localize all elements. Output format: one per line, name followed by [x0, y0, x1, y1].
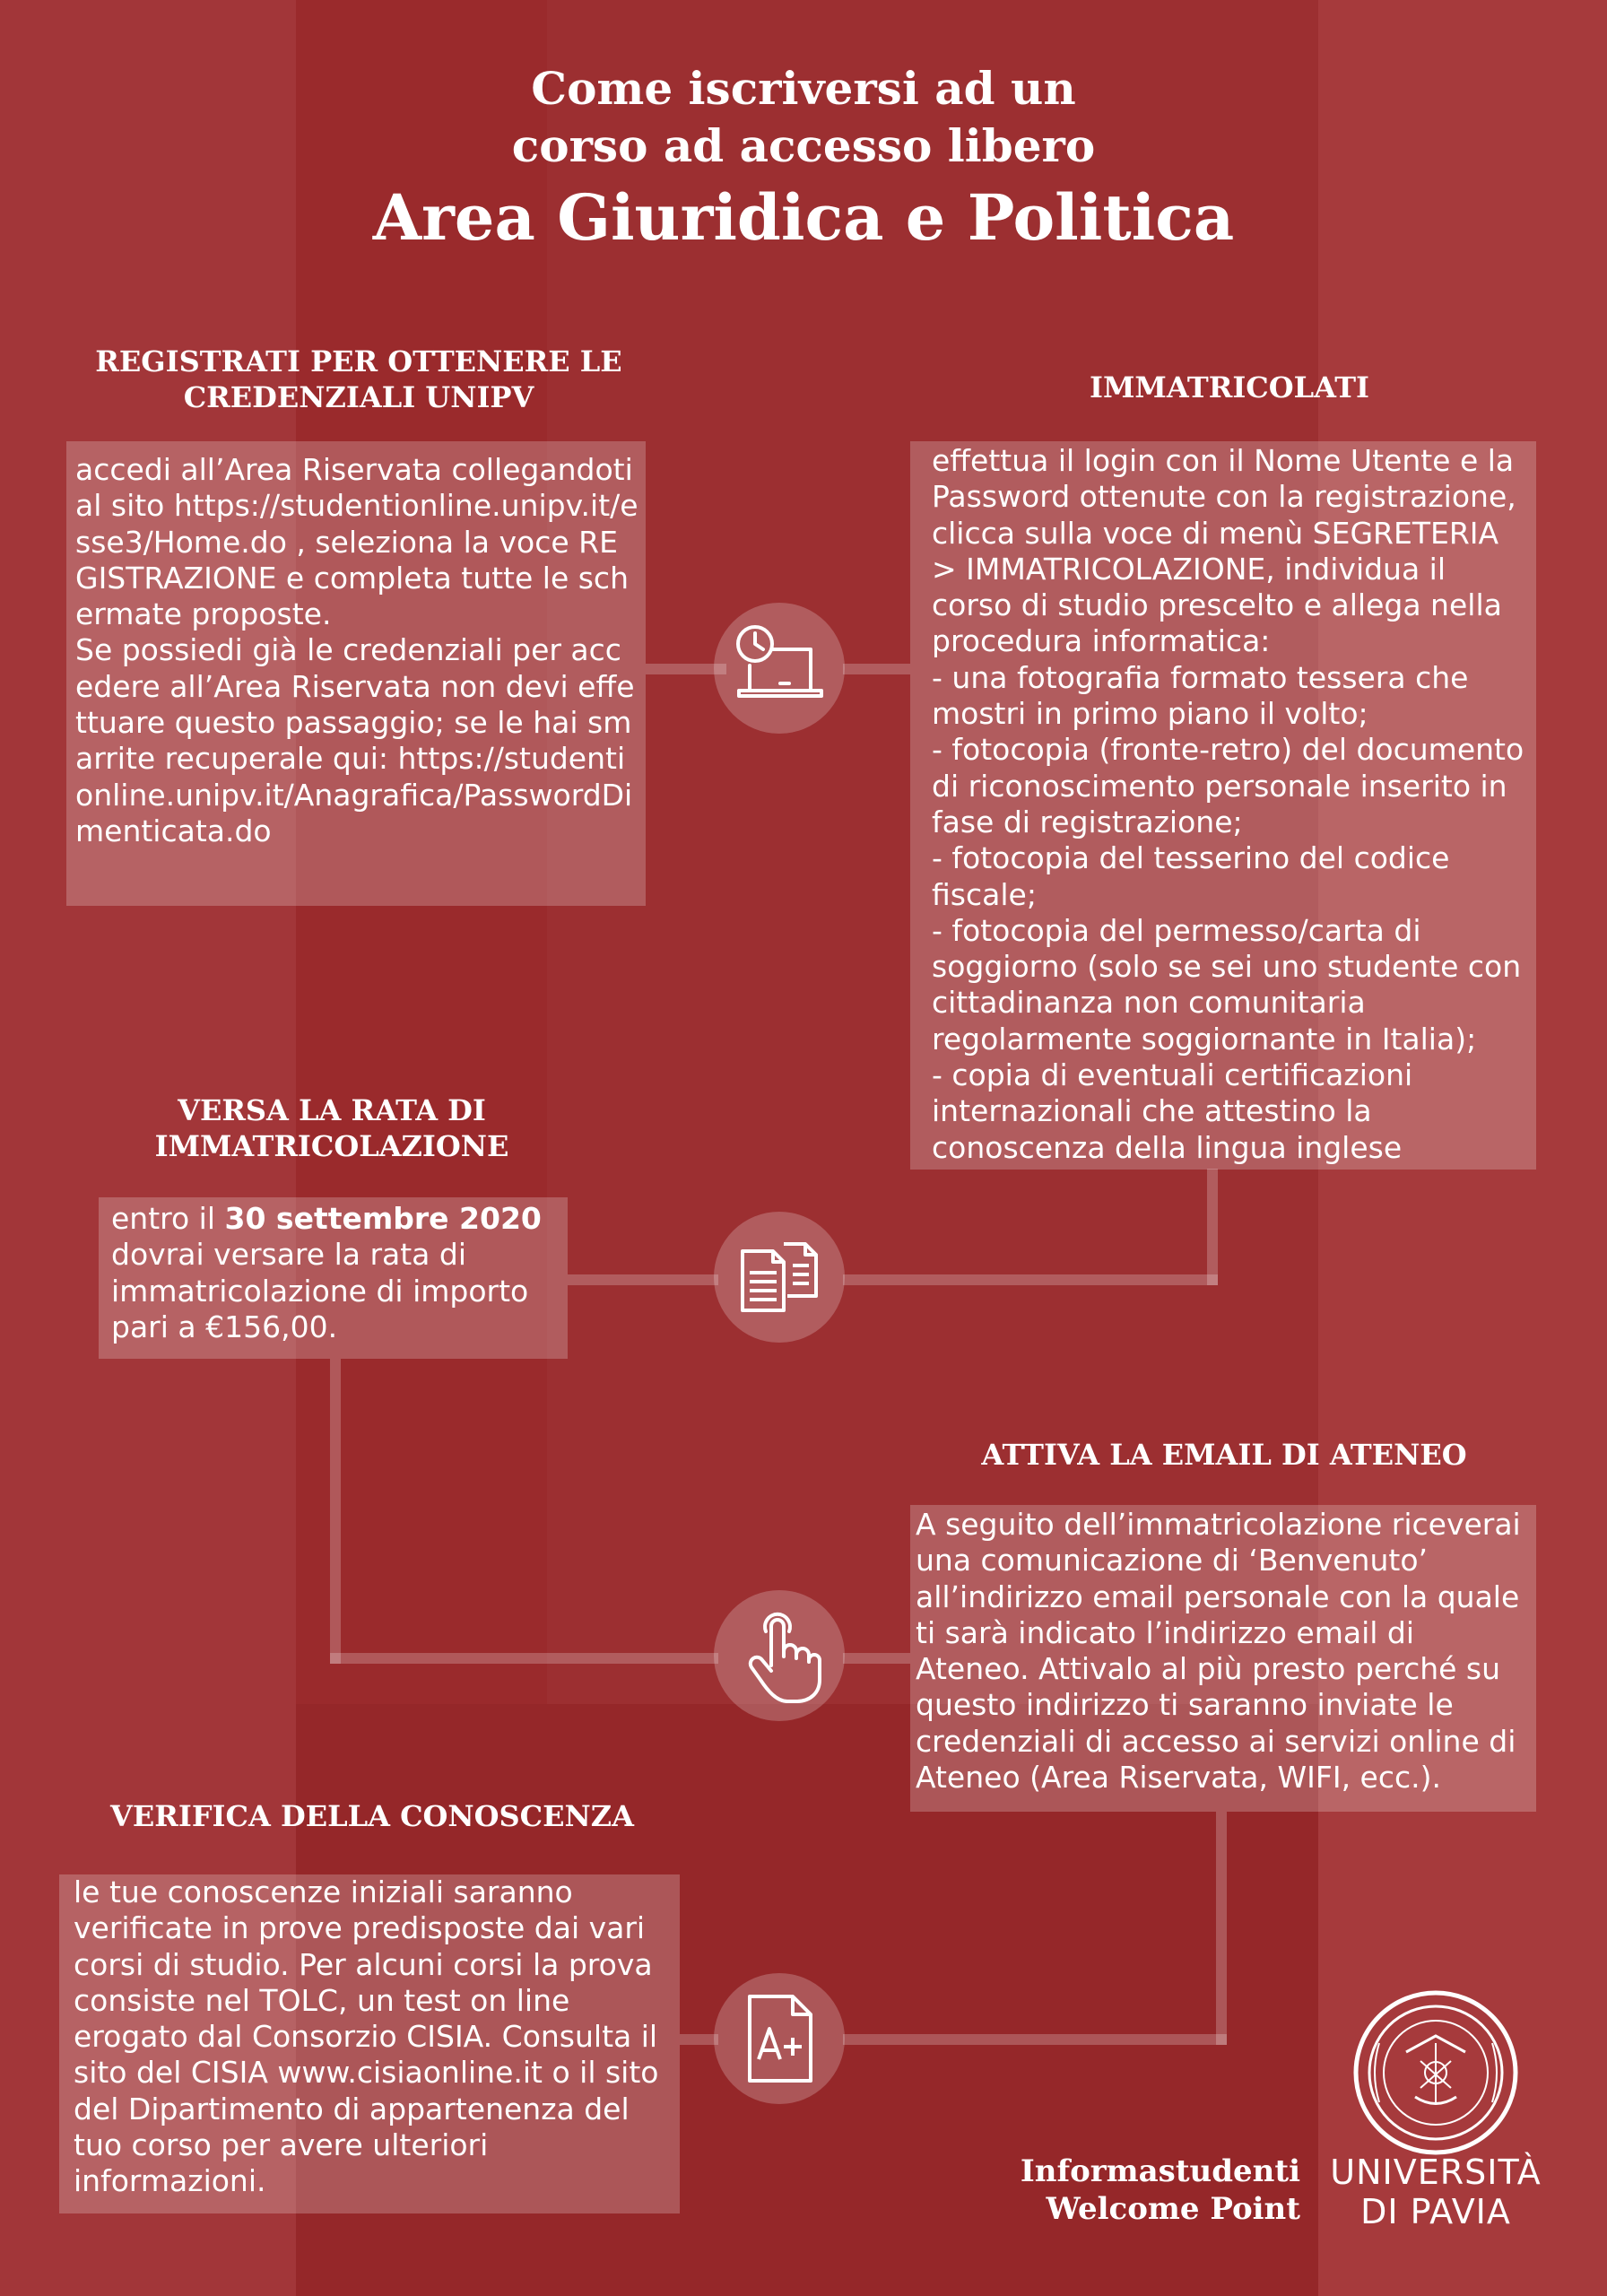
list-item: - fotocopia (fronte-retro) del documento di riconoscimento personale inserito in fase di registrazione; [932, 732, 1524, 839]
step-registration-note: Se possiedi già le credenziali per accedere all’Area Riservata non devi effettuare questo passaggio; se le hai smarrite recuperale qui: https://studentionline.unipv.it/Anagrafica/PasswordDimenticata.do [75, 632, 635, 848]
step-payment-text [111, 1201, 560, 1345]
footer-info-line2: Welcome Point [1046, 2191, 1300, 2227]
step-payment-heading-line2: IMMATRICOLAZIONE [154, 1129, 509, 1163]
step-registration-text: accedi all’Area Riservata collegandoti al sito https://studentionline.unipv.it/esse3/Home.do , seleziona la voce REGISTRAZIONE e completa tutte le schermate proposte. [75, 452, 638, 632]
step-email-text: A seguito dell’immatricolazione riceverai una comunicazione di ‘Benvenuto’ all’indirizzo email personale con la quale ti sarà indicato l’indirizzo email di Ateneo. Attivalo al più presto perché su questo indirizzo ti saranno inviate le credenziali di accesso ai servizi online di Ateneo (Area Riservata, WIFI, ecc.). [916, 1507, 1521, 1796]
grade-a-plus-icon [714, 1973, 845, 2104]
university-logo-text [1318, 2152, 1553, 2231]
step-registration-heading-line1: REGISTRATI PER OTTENERE LE [95, 344, 622, 378]
step-registration-icon-circle [714, 603, 845, 734]
page-title-line2: corso ad accesso libero [511, 119, 1096, 172]
list-item: - copia di eventuali certificazioni internazionali che attestino la conoscenza della lingua inglese [932, 1057, 1413, 1165]
step-payment-heading [99, 1092, 565, 1164]
list-item: - fotocopia del tesserino del codice fiscale; [932, 840, 1450, 912]
connector-line [330, 1653, 718, 1664]
step-verification-icon-circle [714, 1973, 845, 2104]
connector-line [843, 2034, 1227, 2045]
step-payment-box [99, 1197, 568, 1359]
step-email-icon-circle [714, 1590, 845, 1721]
university-logo-line1: UNIVERSITÀ [1330, 2152, 1542, 2192]
step-enrollment-box [910, 441, 1536, 1170]
connector-line [568, 1274, 718, 1285]
step-verification-heading: VERIFICA DELLA CONOSCENZA [110, 1799, 634, 1833]
connector-line [680, 2034, 718, 2045]
connector-line [330, 1359, 341, 1664]
step-email-box [910, 1505, 1536, 1812]
step-verification-text: le tue conoscenze iniziali saranno verificate in prove predisposte dai vari corsi di studio. Per alcuni corsi la prova consiste nel TOLC, un test on line erogato dal Consorzio CISIA. Consulta il sito del CISIA www.cisiaonline.it o il sito del Dipartimento di appartenenza del tuo corso per avere ulteriori informazioni. [74, 1874, 659, 2199]
connector-line [1207, 1169, 1218, 1285]
step-registration-heading [67, 344, 650, 415]
step-verification-box [59, 1874, 680, 2213]
list-item: - una fotografia formato tessera che mostri in primo piano il volto; [932, 659, 1469, 732]
step-payment-heading-line1: VERSA LA RATA DI [178, 1093, 486, 1127]
page-title-main: Area Giuridica e Politica [372, 180, 1235, 255]
connector-line [843, 664, 910, 674]
step-email-heading: ATTIVA LA EMAIL DI ATENEO [981, 1438, 1467, 1472]
step-payment-text-pre: entro il [111, 1201, 225, 1236]
university-seal-icon [1352, 1989, 1519, 2156]
step-payment-text-post: dovrai versare la rata di immatricolazione di importo pari a €156,00. [111, 1237, 529, 1344]
documents-icon [714, 1212, 845, 1343]
page-title-line1: Come iscriversi ad un [531, 62, 1076, 115]
connector-line [843, 1274, 1218, 1285]
step-enrollment-text: effettua il login con il Nome Utente e la Password ottenute con la registrazione, clicca sulla voce di menù SEGRETERIA > IMMATRICOLAZIONE, individua il corso di studio prescelto e allega nella procedura informatica: [932, 443, 1516, 659]
step-registration-heading-line2: CREDENZIALI UNIPV [183, 380, 534, 414]
university-logo-line2: DI PAVIA [1360, 2192, 1511, 2231]
footer-info [933, 2152, 1300, 2228]
footer-info-line1: Informastudenti [1020, 2153, 1300, 2189]
step-registration-box [66, 441, 646, 906]
clock-laptop-icon [714, 603, 845, 734]
connector-line [843, 1653, 910, 1664]
step-payment-icon-circle [714, 1212, 845, 1343]
payment-deadline: 30 settembre 2020 [224, 1201, 542, 1236]
list-item: - fotocopia del permesso/carta di soggiorno (solo se sei uno studente con cittadinanza non comunitaria regolarmente soggiornante in Italia); [932, 912, 1522, 1057]
step-enrollment-heading: IMMATRICOLATI [1090, 370, 1369, 404]
pointing-hand-icon [714, 1590, 845, 1721]
connector-line [1216, 1812, 1227, 2045]
